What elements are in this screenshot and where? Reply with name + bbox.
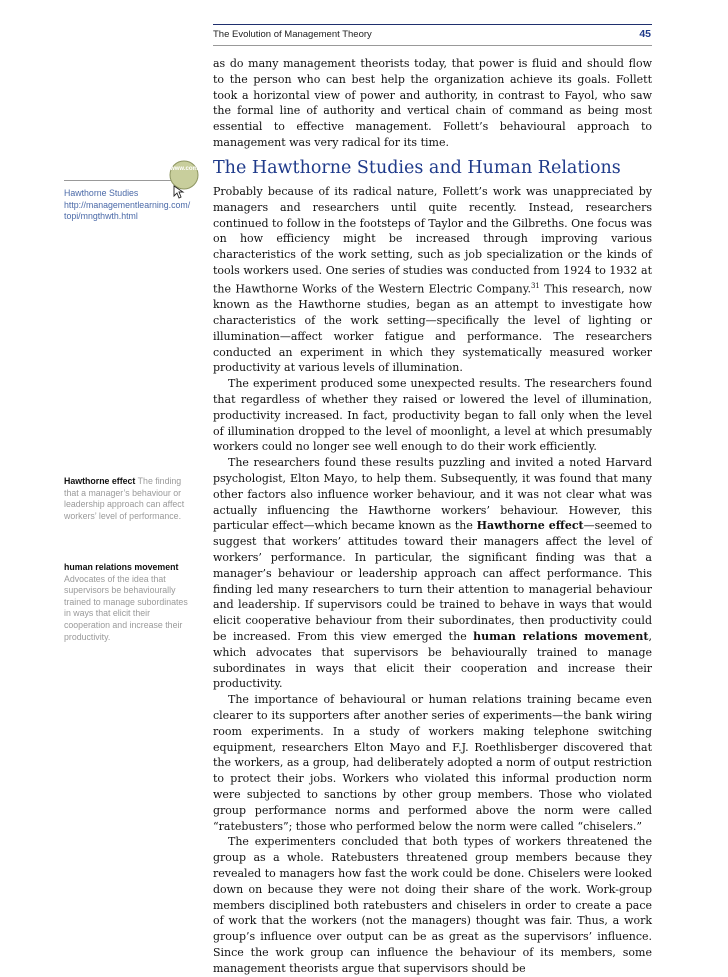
intro-paragraph: as do many management theorists today, that power is fluid and should flow to the person who can best help the organization achieve its goals. Follett took a horizontal view of power and authority, in contrast to Fayol, who saw the formal line of authority and vertical chain of command as being most essential to effective management. Follett’s behavioural approach to management was very radical for its time.: [213, 57, 652, 149]
paragraph-3: [213, 455, 652, 692]
paragraph-3-text: The researchers found these results puzzling and invited a noted Harvard psychologist, Elton Mayo, to help them. Subsequently, it was found that many other factors also influence worker behaviour, and it was not clear what was actually influencing the Hawthorne workers’ behaviour. However, this particular effect—which became known as the: [213, 456, 652, 533]
running-title: The Evolution of Management Theory: [213, 29, 372, 40]
paragraph-1-text-cont: This research, now known as the Hawthorne studies, began as an attempt to investigate how characteristics of the work setting—specifically the level of lighting or illumination—affect worker fatigue and performance. The researchers conducted an experiment in which they systematically measured worker productivity at various levels of illumination.: [213, 282, 652, 375]
paragraph-1-text: Probably because of its radical nature, Follett’s work was unappreciated by managers and researchers until quite recently. Instead, researchers continued to follow in the footsteps of Taylor and the Gilbreths. One focus was on how efficiency might be increased through improving various characteristics of the work setting, such as job specialization or the kinds of tools workers used. One series of studies was conducted from 1924 to 1932 at the Hawthorne Works of the Western Electric Company.: [213, 185, 652, 296]
margin-term: Hawthorne effect: [64, 476, 136, 486]
paragraph-3-text-end: , which advocates that supervisors be behaviourally trained to manage subordinates in ways that elicit their cooperation and increase their productivity.: [213, 629, 652, 691]
paragraph-1: [213, 184, 652, 376]
web-icon-text: www.com: [170, 166, 198, 172]
footnote-ref[interactable]: 31: [530, 281, 540, 290]
paragraph-2: The experiment produced some unexpected results. The researchers found that regardless of whether they raised or lowered the level of illumination, productivity increased. In fact, productivity began to fall only when the level of illumination dropped to the level of moonlight, a level at which presumably workers could no longer see well enough to do their work efficiently.: [213, 377, 652, 454]
paragraph-5: The experimenters concluded that both types of workers threatened the group as a whole. Ratebusters threatened group members because they revealed to managers how fast the work could be done. Chiselers were looked down on because they were not doing their share of the work. Work-group members disciplined both ratebusters and chiselers in order to create a pace of work that the workers (not the managers) thought was fair. Thus, a work group’s influence over output can be as great as the supervisors’ influence. Since the work group can influence the behaviour of its members, some management theorists argue that supervisors should be: [213, 835, 652, 975]
web-resource-url[interactable]: http://managementlearning.com/topi/mngthwth.html: [64, 199, 191, 222]
section-body: [213, 184, 652, 977]
margin-definition-hawthorne: [64, 476, 192, 522]
paragraph-3-text-cont: —seemed to suggest that workers’ attitudes toward their managers affect the level of workers’ performance. In particular, the significant finding was that a manager’s behaviour or leadership approach can affect performance. This finding led many researchers to turn their attention to managerial behaviour and leadership. If supervisors could be trained to behave in ways that would elicit cooperative behaviour from their subordinates, then productivity could be increased. From this view emerged the: [213, 519, 652, 643]
key-term-hawthorne-effect: Hawthorne effect: [476, 519, 584, 533]
key-term-human-relations: human relations movement: [473, 629, 649, 643]
margin-definition-text: Advocates of the idea that supervisors be behaviourally trained to manage subordinates in ways that elicit their cooperation and increase their productivity.: [64, 573, 188, 642]
page-number: 45: [639, 28, 651, 40]
intro-text: [213, 56, 652, 151]
margin-term: human relations movement: [64, 562, 179, 572]
web-resource-link[interactable]: [64, 188, 192, 223]
paragraph-4: The importance of behavioural or human relations training became even clearer to its supporters after another series of experiments—the bank wiring room experiments. In a study of workers making telephone switching equipment, researchers Elton Mayo and F.J. Roethlisberger discovered that the workers, as a group, had deliberately adopted a norm of output restriction to protect their jobs. Workers who violated this informal production norm were subjected to sanctions by other group members. Those who violated group performance norms and performed above the norm were called “ratebusters”; those who performed below the norm were called “chiselers.”: [213, 693, 652, 833]
header-divider: [213, 45, 652, 46]
margin-definition-human-relations: [64, 562, 192, 643]
header-rule: [213, 24, 652, 25]
web-resource-title: Hawthorne Studies: [64, 188, 139, 198]
margin-definition-text: The finding that a manager’s behaviour or leadership approach can affect workers’ level of performance.: [64, 476, 185, 521]
section-heading: The Hawthorne Studies and Human Relations: [213, 158, 621, 178]
